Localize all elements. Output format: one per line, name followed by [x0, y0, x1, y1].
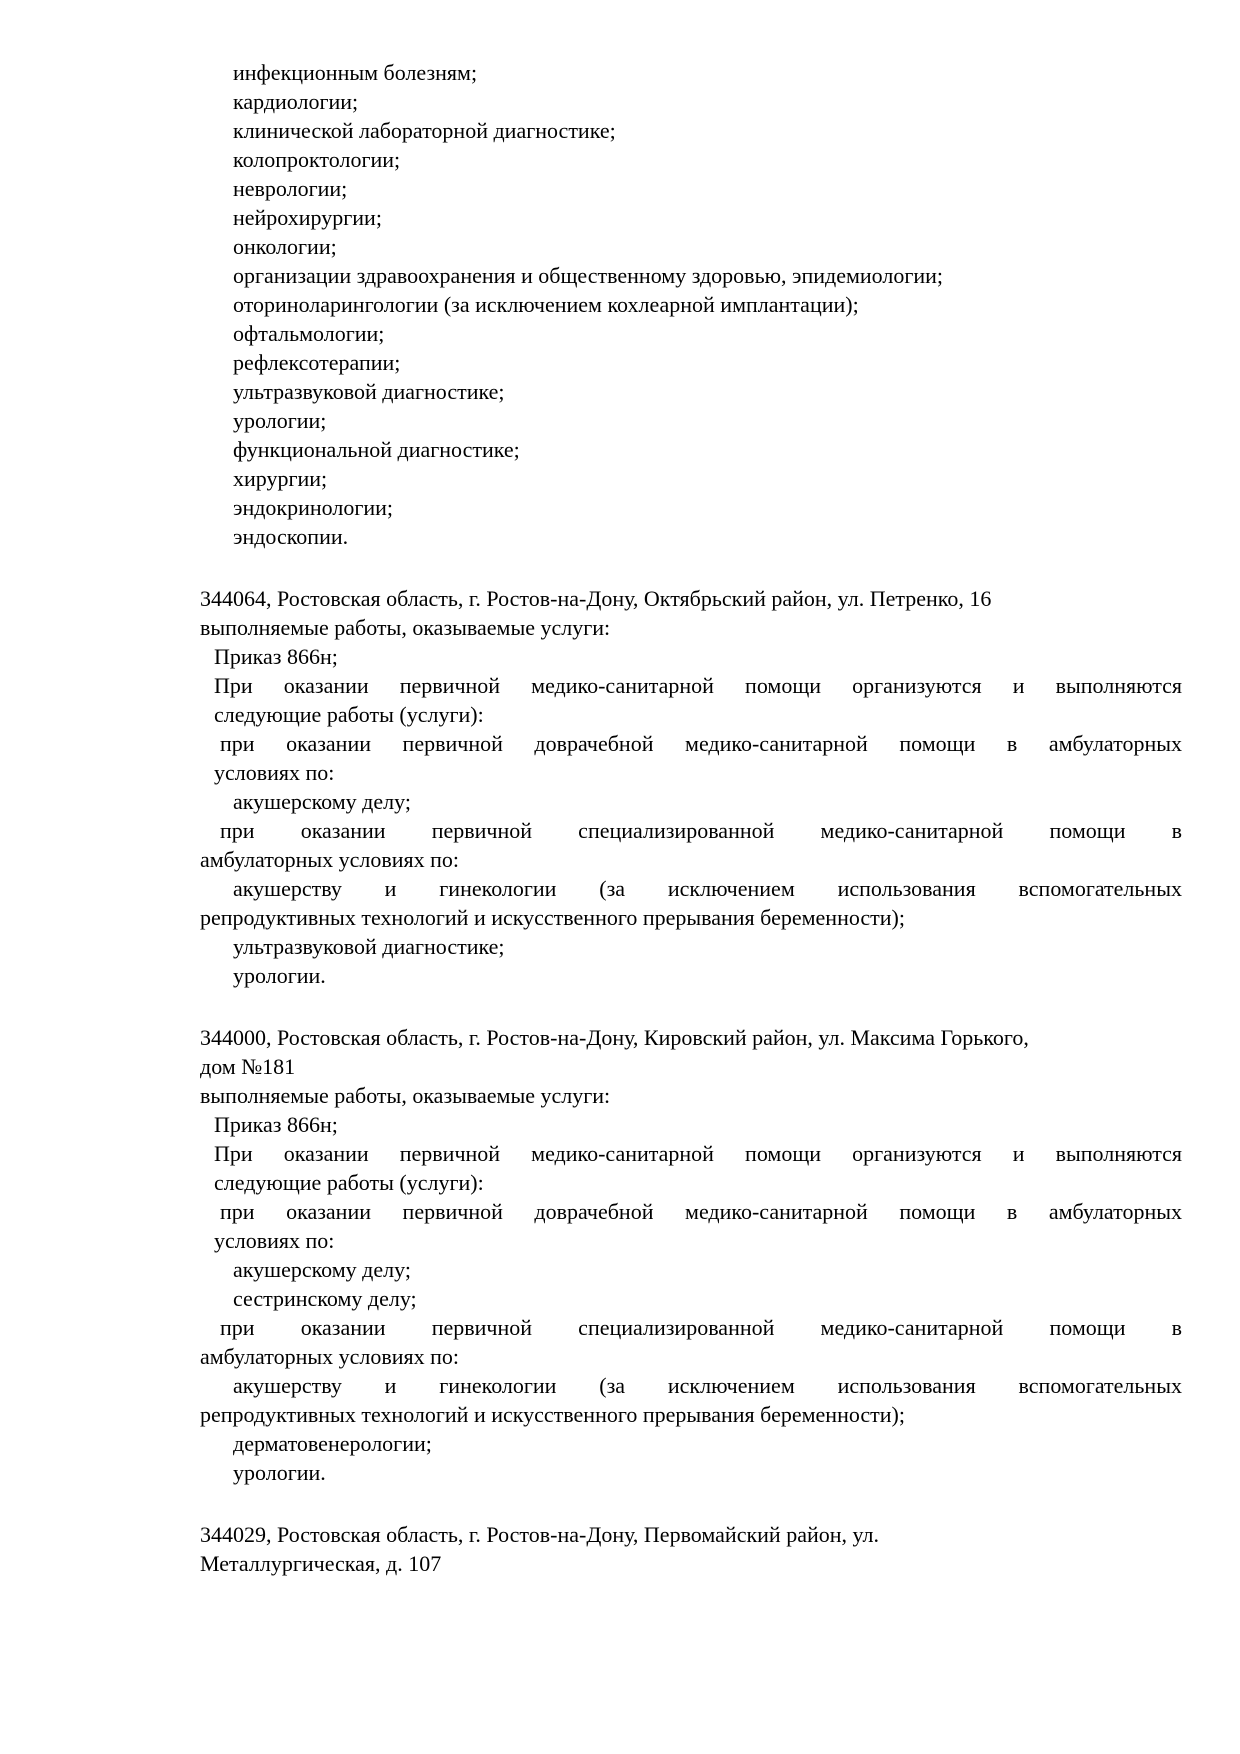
paragraph-line: акушерству и гинекологии (за исключением использования вспомогательных [233, 1373, 1182, 1398]
address-line: 344064, Ростовская область, г. Ростов-на-Дону, Октябрьский район, ул. Петренко, 16 [200, 586, 992, 611]
paragraph-line: следующие работы (услуги): [214, 1170, 484, 1195]
paragraph-line: амбулаторных условиях по: [200, 847, 460, 872]
order-line: Приказ 866н; [214, 1112, 338, 1137]
address-line: Металлургическая, д. 107 [200, 1551, 442, 1576]
address-line: 344029, Ростовская область, г. Ростов-на-Дону, Первомайский район, ул. [200, 1522, 880, 1547]
paragraph-line: при оказании первичной специализированной медико-санитарной помощи в [220, 1315, 1182, 1340]
list-item: акушерскому делу; [233, 789, 411, 814]
section-344064 [200, 584, 1182, 990]
list-item: хирургии; [233, 466, 328, 491]
list-item: эндокринологии; [233, 495, 394, 520]
list-item: ультразвуковой диагностике; [233, 934, 505, 959]
list-item: нейрохирургии; [233, 205, 382, 230]
list-item: колопроктологии; [233, 147, 401, 172]
paragraph-line: акушерству и гинекологии (за исключением использования вспомогательных [233, 876, 1182, 901]
list-item: клинической лабораторной диагностике; [233, 118, 616, 143]
list-item: оториноларингологии (за исключением кохлеарной имплантации); [233, 292, 859, 317]
section-344000 [200, 1023, 1182, 1487]
paragraph-line: при оказании первичной доврачебной медико-санитарной помощи в амбулаторных [220, 1199, 1182, 1224]
section-344029 [200, 1520, 1182, 1578]
list-item: кардиологии; [233, 89, 359, 114]
list-item: неврологии; [233, 176, 348, 201]
paragraph-line: При оказании первичной медико-санитарной помощи организуются и выполняются [214, 673, 1182, 698]
order-line: Приказ 866н; [214, 644, 338, 669]
paragraph-line: При оказании первичной медико-санитарной помощи организуются и выполняются [214, 1141, 1182, 1166]
list-item: сестринскому делу; [233, 1286, 417, 1311]
address-line: дом №181 [200, 1054, 296, 1079]
works-header: выполняемые работы, оказываемые услуги: [200, 1083, 611, 1108]
paragraph-line: амбулаторных условиях по: [200, 1344, 460, 1369]
paragraph-line: следующие работы (услуги): [214, 702, 484, 727]
list-item: урологии. [233, 1460, 326, 1485]
paragraph-line: репродуктивных технологий и искусственного прерывания беременности); [200, 905, 905, 930]
works-header: выполняемые работы, оказываемые услуги: [200, 615, 611, 640]
list-item: инфекционным болезням; [233, 60, 478, 85]
list-item: урологии; [233, 408, 327, 433]
paragraph-line: при оказании первичной специализированной медико-санитарной помощи в [220, 818, 1182, 843]
address-line: 344000, Ростовская область, г. Ростов-на-Дону, Кировский район, ул. Максима Горького, [200, 1025, 1029, 1050]
paragraph-line: условиях по: [214, 760, 335, 785]
list-item: онкологии; [233, 234, 337, 259]
list-item: организации здравоохранения и общественному здоровью, эпидемиологии; [233, 263, 944, 288]
license-specialties-list [200, 58, 1182, 551]
document-content [200, 58, 1182, 1578]
list-item: офтальмологии; [233, 321, 385, 346]
list-item: акушерскому делу; [233, 1257, 411, 1282]
list-item: дерматовенерологии; [233, 1431, 432, 1456]
paragraph-line: при оказании первичной доврачебной медико-санитарной помощи в амбулаторных [220, 731, 1182, 756]
list-item: эндоскопии. [233, 524, 349, 549]
list-item: рефлексотерапии; [233, 350, 401, 375]
list-item: урологии. [233, 963, 326, 988]
list-item: ультразвуковой диагностике; [233, 379, 505, 404]
paragraph-line: условиях по: [214, 1228, 335, 1253]
paragraph-line: репродуктивных технологий и искусственного прерывания беременности); [200, 1402, 905, 1427]
list-item: функциональной диагностике; [233, 437, 520, 462]
